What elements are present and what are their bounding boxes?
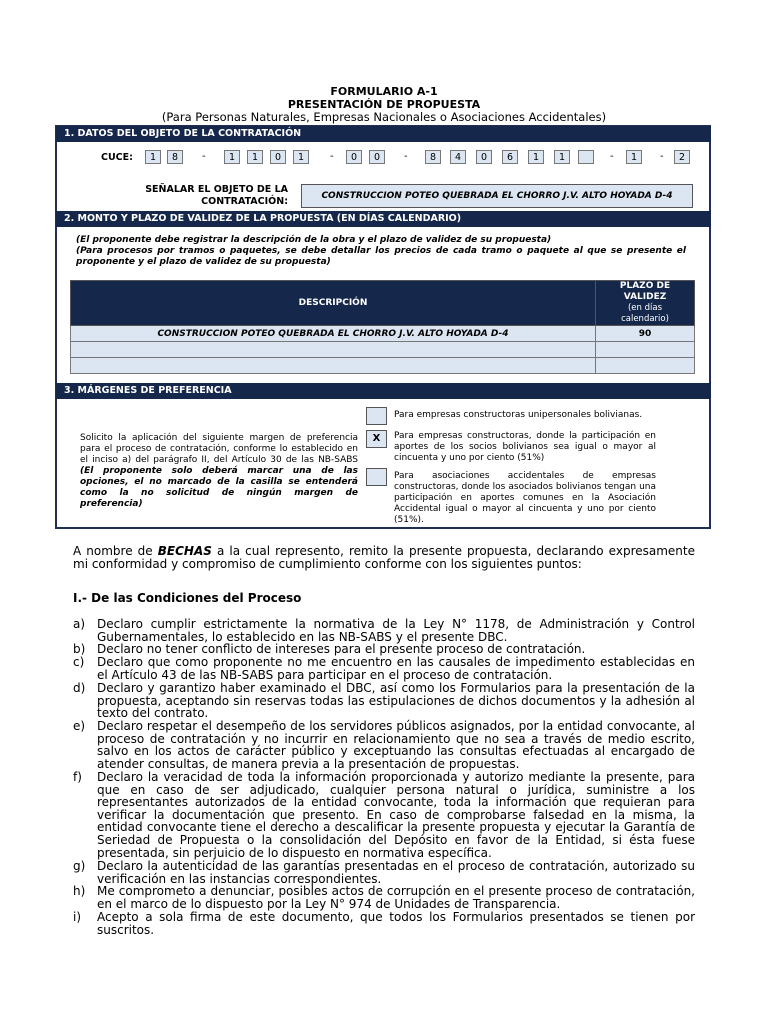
cuce-separator: - [404,151,408,162]
item-text: Declaro respetar el desempeño de los servidores públicos asignados, por la entidad convocante, al proceso de contratación y no incurrir en relacionamiento que no sea a través de medio escrito, salvo en los actos de carácter público y exceptuando las consultas efectuadas al encargado de atender consultas, de manera previa a la presentación de propuestas. [97,719,695,771]
table-row [71,358,695,374]
margin-request-note: (El proponente solo deberá marcar una de las opciones, el no marcado de la casilla se entenderá como la no solicitud de ningún margen de preferencia) [80,466,358,509]
row-plazo: 90 [596,326,695,342]
empty-cell [596,342,695,358]
margin-option-3-text: Para asociaciones accidentales de empresas constructoras, donde los asociados bolivianos tengan una participación en aportes comunes en la Asociación Accidental igual o mayor al cincuenta y uno por ciento (51%). [394,471,656,525]
list-item [73,911,695,936]
col-plazo-line-2: VALIDEZ [623,292,667,302]
list-item [73,643,695,656]
item-text: Declaro no tener conflicto de intereses para el presente proceso de contratación. [97,642,586,656]
cuce-digit-12: 6 [502,150,518,164]
cuce-digit-8: 0 [369,150,385,164]
intro-paragraph [73,545,695,571]
section-2-heading: 2. MONTO Y PLAZO DE VALIDEZ DE LA PROPUESTA (EN DÍAS CALENDARIO) [56,211,711,227]
margin-option-1-checkbox[interactable] [366,407,387,425]
cuce-digit-6: 1 [293,150,309,164]
item-marker: d) [73,681,86,695]
cuce-separator: - [610,151,614,162]
list-item [73,618,695,643]
col-header-plazo [596,281,695,326]
objeto-label [140,184,288,208]
validity-table [70,280,695,374]
item-text: Acepto a sola firma de este documento, que todos los Formularios presentados se tienen por suscritos. [97,910,695,937]
cuce-separator: - [330,151,334,162]
cuce-digit-7: 0 [346,150,362,164]
cuce-digit-17: 2 [674,150,690,164]
cuce-separator: - [660,151,664,162]
cuce-digit-4: 1 [247,150,263,164]
cuce-digit-2: 8 [167,150,183,164]
cuce-digit-13: 1 [528,150,544,164]
section-2-note-2: (Para procesos por tramos o paquetes, se debe detallar los precios de cada tramo o paquete al que se presente el proponente y el plazo de validez de su propuesta) [76,246,686,267]
item-marker: i) [73,910,82,924]
col-header-descripcion: DESCRIPCIÓN [71,281,596,326]
margin-request-text [80,433,358,510]
col-plazo-line-3: (en días [627,303,663,313]
section-2-note-1: (El proponente debe registrar la descripción de la obra y el plazo de validez de su propuesta) [76,235,552,245]
item-marker: a) [73,617,86,631]
intro-post: a la cual represento, remito la presente propuesta, declarando expresamente mi conformidad y compromiso de cumplimiento conforme con los siguientes puntos: [73,544,695,571]
section-3-heading: 3. MÁRGENES DE PREFERENCIA [56,383,711,399]
margin-option-3-checkbox[interactable] [366,468,387,486]
list-item [73,656,695,681]
intro-pre: A nombre de [73,544,158,558]
list-item [73,860,695,885]
objeto-value: CONSTRUCCION POTEO QUEBRADA EL CHORRO J.V. ALTO HOYADA D-4 [301,184,693,208]
empty-cell [71,358,596,374]
cuce-digit-1: 1 [145,150,161,164]
cuce-separator: - [202,151,206,162]
item-marker: g) [73,859,86,873]
item-text: Declaro cumplir estrictamente la normativa de la Ley N° 1178, de Administración y Control Gubernamentales, lo establecido en las NB-SABS y el presente DBC. [97,617,695,644]
item-text: Me comprometo a denunciar, posibles actos de corrupción en el presente proceso de contratación, en el marco de lo dispuesto por la Ley N° 974 de Unidades de Transparencia. [97,884,695,911]
cuce-digit-11: 0 [476,150,492,164]
margin-option-2-text: Para empresas constructoras, donde la participación en aportes de los socios bolivianos sea igual o mayor al cincuenta y uno por ciento (51%) [394,431,656,463]
item-text: Declaro y garantizo haber examinado el DBC, así como los Formularios para la presentación de la propuesta, aceptando sin reservas todas las estipulaciones de dichos documentos y la adhesión al texto del contrato. [97,681,695,721]
cuce-digit-10: 4 [450,150,466,164]
item-marker: f) [73,770,82,784]
form-subtitle: PRESENTACIÓN DE PROPUESTA [287,98,481,111]
item-text: Declaro la veracidad de toda la información proporcionada y autorizo mediante la presente, para que en caso de ser adjudicado, cualquier persona natural o jurídica, suministre a los representantes autorizados de la entidad convocante, toda la información que requieran para verificar la documentación que presento. En caso de comprobarse falsedad en la misma, la entidad convocante tiene el derecho a descalificar la presente propuesta y ejecutar la Garantía de Seriedad de Propuesta o la consolidación del Depósito en favor de la Entidad, si ésta fuese presentada, sin perjuicio de lo dispuesto en normativa específica. [97,770,695,860]
form-scope: (Para Personas Naturales, Empresas Nacionales o Asociaciones Accidentales) [161,110,607,124]
margin-request-body: Solicito la aplicación del siguiente margen de preferencia para el proceso de contratación, conforme lo establecido en el inciso a) del parágrafo II, del Artículo 30 de las NB-SABS [80,433,358,465]
list-item [73,771,695,859]
list-item [73,720,695,770]
objeto-label-line-1: SEÑALAR EL OBJETO DE LA [145,184,288,195]
cuce-digit-9: 8 [425,150,441,164]
cuce-label: CUCE: [101,152,133,163]
conditions-section-title: I.- De las Condiciones del Proceso [73,591,302,605]
margin-option-2-checkbox[interactable]: X [366,430,387,448]
cuce-digit-5: 0 [270,150,286,164]
col-plazo-line-4: calendario) [621,314,669,324]
table-row [71,342,695,358]
row-descripcion: CONSTRUCCION POTEO QUEBRADA EL CHORRO J.V. ALTO HOYADA D-4 [71,326,596,342]
item-marker: h) [73,884,86,898]
cuce-digit-15 [578,150,594,164]
item-marker: c) [73,655,85,669]
item-marker: e) [73,719,86,733]
item-text: Declaro la autenticidad de las garantías presentadas en el proceso de contratación, autorizado su verificación en las instancias correspondientes. [97,859,695,886]
margin-option-1-text: Para empresas constructoras unipersonales bolivianas. [394,410,643,420]
col-plazo-line-1: PLAZO DE [619,281,671,291]
empty-cell [596,358,695,374]
cuce-digit-3: 1 [224,150,240,164]
cuce-digit-16: 1 [626,150,642,164]
section-1-heading: 1. DATOS DEL OBJETO DE LA CONTRATACIÓN [56,126,711,142]
list-item [73,682,695,720]
list-item [73,885,695,910]
cuce-digit-14: 1 [554,150,570,164]
company-name: BECHAS [157,544,212,558]
empty-cell [71,342,596,358]
objeto-label-line-2: CONTRATACIÓN: [201,196,288,207]
item-text: Declaro que como proponente no me encuentro en las causales de impedimento establecidas en el Artículo 43 de las NB-SABS para participar en el proceso de contratación. [97,655,695,682]
item-marker: b) [73,642,86,656]
form-title: FORMULARIO A-1 [330,85,438,98]
table-row [71,326,695,342]
